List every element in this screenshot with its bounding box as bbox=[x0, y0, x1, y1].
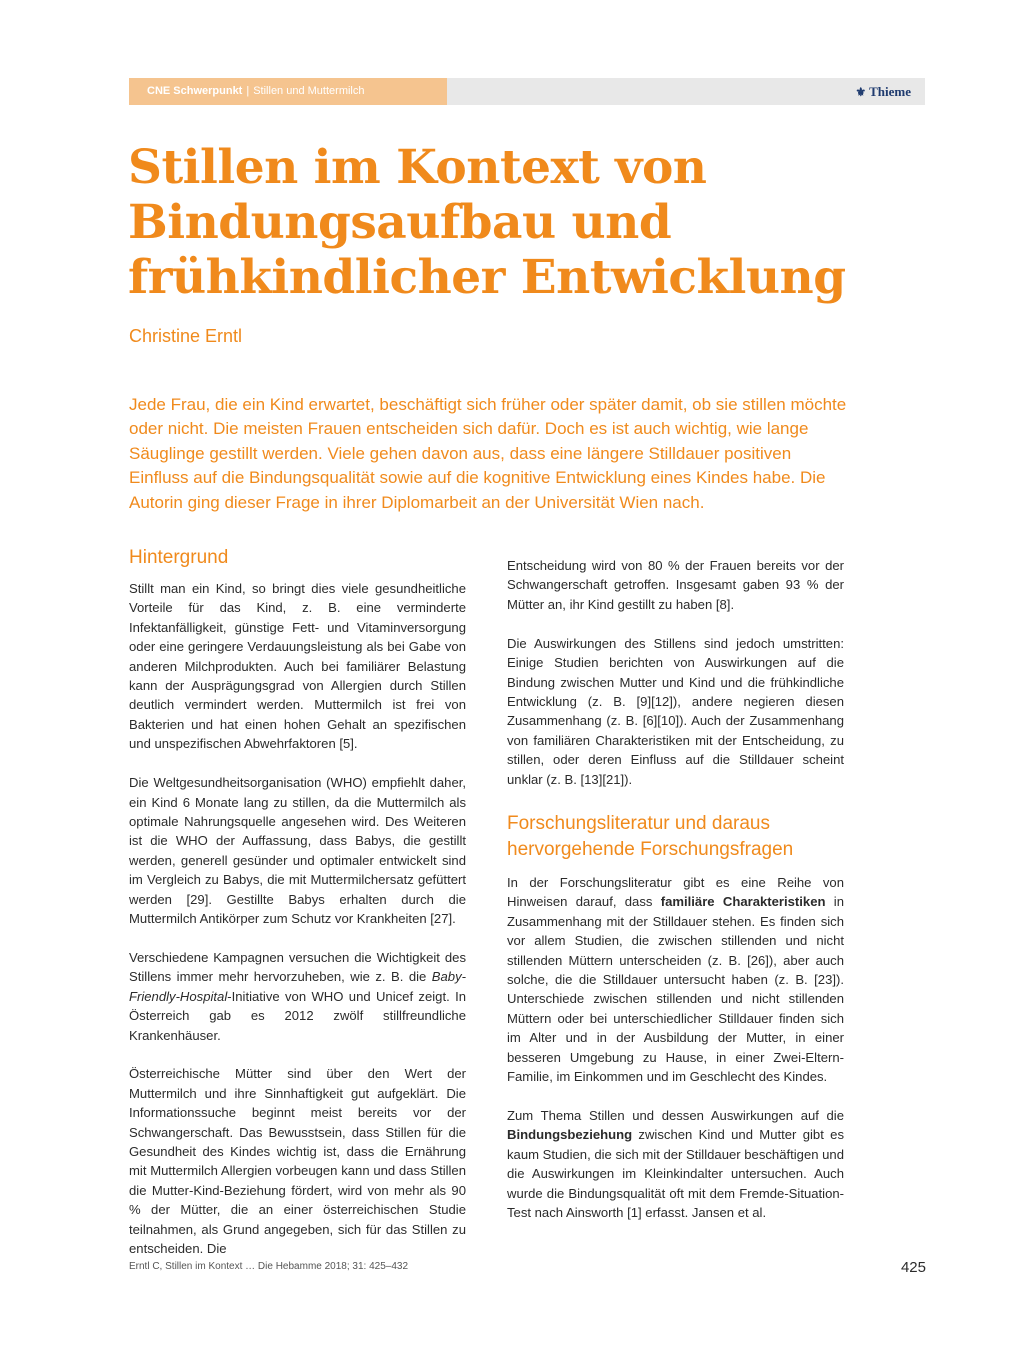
thieme-emblem-icon: ⚜ bbox=[855, 85, 867, 99]
body-paragraph: Österreichische Mütter sind über den Wert der Muttermilch und ihre Sinnhaftigkeit gut aufgeklärt. Die Informationssuche beginnt meist bereits vor der Schwangerschaft. Das Bewusstsein, dass Stillen für die Gesundheit des Kindes wichtig ist, dass die Ernährung mit Muttermilch Allergien vorbeugen kann und dass Stillen die Mutter-Kind-Beziehung fördert, wird von mehr als 90 % der Mütter, die an einer österreichischen Studie teilnahmen, als Grund angegeben, sich für das Stillen zu entscheiden. Die bbox=[129, 1066, 466, 1257]
section-category: CNE Schwerpunkt bbox=[147, 85, 243, 97]
text-run: Verschiedene Kampagnen versuchen die Wichtigkeit des Stillens immer mehr hervorzuheben, wie z. B. die bbox=[129, 949, 466, 985]
right-column bbox=[507, 556, 844, 1242]
title-line: Bindungsaufbau und bbox=[128, 195, 672, 250]
text-run: -Initiative von WHO und Unicef zeigt. In Österreich gab es 2012 zwölf stillfreundliche Krankenhäuser. bbox=[129, 988, 466, 1043]
header-bar bbox=[129, 78, 925, 105]
left-column bbox=[129, 545, 466, 1278]
emphasis-term: Baby-Friendly-Hospital bbox=[129, 969, 466, 1004]
section-heading: Forschungsliteratur und daraus hervorgehende Forschungsfragen bbox=[507, 812, 794, 860]
body-paragraph: Stillt man ein Kind, so bringt dies viele gesundheitliche Vorteile für das Kind, z. B. eine verminderte Infektanfälligkeit, günstige Fett- und Vitaminversorgung oder eine geringere Verdauungsleistung als bei Gabe von anderen Milchprodukten. Auch bei familiärer Belastung kann der Ausprägungsgrad von Allergien durch Stillen deutlich vermindert werden. Muttermilch ist frei von Bakterien und hat einen hohen Gehalt an spezifischen und unspezifischen Abwehrfaktoren [5]. bbox=[129, 581, 466, 752]
text-run: Zum Thema Stillen und dessen Auswirkungen auf die bbox=[507, 1107, 844, 1123]
body-paragraph bbox=[507, 1106, 844, 1222]
bold-term: Bindungsbeziehung bbox=[507, 1127, 633, 1143]
page-number: 425 bbox=[900, 1259, 926, 1276]
text-run: In der Forschungsliteratur gibt es eine Reihe von Hinweisen darauf, dass bbox=[507, 874, 844, 910]
title-line: frühkindlicher Entwicklung bbox=[128, 250, 846, 305]
title-line: Stillen im Kontext von bbox=[128, 140, 707, 195]
publisher-name: Thieme bbox=[869, 84, 911, 99]
body-paragraph: Die Weltgesundheitsorganisation (WHO) empfiehlt daher, ein Kind 6 Monate lang zu stillen, da die Muttermilch als optimale Nahrungsquelle angesehen wird. Des Weiteren ist die WHO der Auffassung, dass Babys, die gestillt werden, generell gesünder und optimaler entwickelt sind im Vergleich zu Babys, die mit Muttermilchersatz gefüttert werden [29]. Gestillte Babys erhalten durch die Muttermilch Antikörper zum Schutz vor Krankheiten [27]. bbox=[129, 775, 466, 926]
body-paragraph: Die Auswirkungen des Stillens sind jedoch umstritten: Einige Studien berichten von Auswirkungen auf die Bindung zwischen Mutter und Kind und die frühkindliche Entwicklung (z. B. [9][12]), andere negieren diesen Zusammenhang (z. B. [6][10]). Auch der Zusammenhang von familiären Charakteristiken mit der Entscheidung, zu stillen, oder deren Einfluss auf die Stilldauer scheint unklar (z. B. [13][21]). bbox=[507, 635, 844, 787]
section-separator: | bbox=[246, 85, 250, 97]
article-abstract: Jede Frau, die ein Kind erwartet, beschäftigt sich früher oder später damit, ob sie stillen möchte oder nicht. Die meisten Frauen entscheiden sich dafür. Doch es ist auch wichtig, wie lange Säuglinge gestillt werden. Viele gehen davon aus, dass eine längere Stilldauer positiven Einfluss auf die Bindungsqualität sowie auf die kognitive Entwicklung eines Kindes habe. Die Autorin ging dieser Frage in ihrer Diplomarbeit an der Universität Wien nach. bbox=[129, 395, 847, 512]
text-run: zwischen Kind und Mutter gibt es kaum Studien, die sich mit der Stilldauer beschäftigen und die Auswirkungen im Kleinkindalter untersuchen. Auch wurde die Bindungsqualität oft mit dem Fremde-Situation-Test nach Ainsworth [1] erfasst. Jansen et al. bbox=[507, 1127, 844, 1220]
author-name: Christine Erntl bbox=[129, 326, 243, 346]
publisher-logo bbox=[855, 78, 911, 105]
section-heading: Hintergrund bbox=[129, 547, 229, 568]
bold-term: familiäre Charakteristiken bbox=[660, 894, 826, 910]
section-topic: Stillen und Muttermilch bbox=[253, 85, 365, 97]
section-tag bbox=[129, 78, 447, 105]
body-paragraph bbox=[507, 873, 844, 1086]
footer-citation: Erntl C, Stillen im Kontext … Die Hebamme 2018; 31: 425–432 bbox=[129, 1261, 409, 1272]
text-run: in Zusammenhang mit der Stilldauer stehen. Es finden sich vor allem Studien, die zwischen stillenden und nicht stillenden Müttern unterscheiden (z. B. [26]), aber auch solche, die die Stilldauer untersucht haben (z. B. [23]). Unterschiede zwischen stillenden und nicht stillenden Müttern oder bei unterschiedlicher Stilldauer finden sich im Alter und in der Ausbildung der Mutter, in einer besseren Umgebung zu Hause, in einer Zwei-Eltern-Familie, im Einkommen und im Geschlecht des Kindes. bbox=[507, 894, 844, 1085]
article-title bbox=[128, 140, 908, 305]
body-paragraph: Entscheidung wird von 80 % der Frauen bereits vor der Schwangerschaft getroffen. Insgesamt gaben 93 % der Mütter an, ihr Kind gestillt zu haben [8]. bbox=[507, 558, 844, 612]
body-paragraph bbox=[129, 948, 466, 1045]
